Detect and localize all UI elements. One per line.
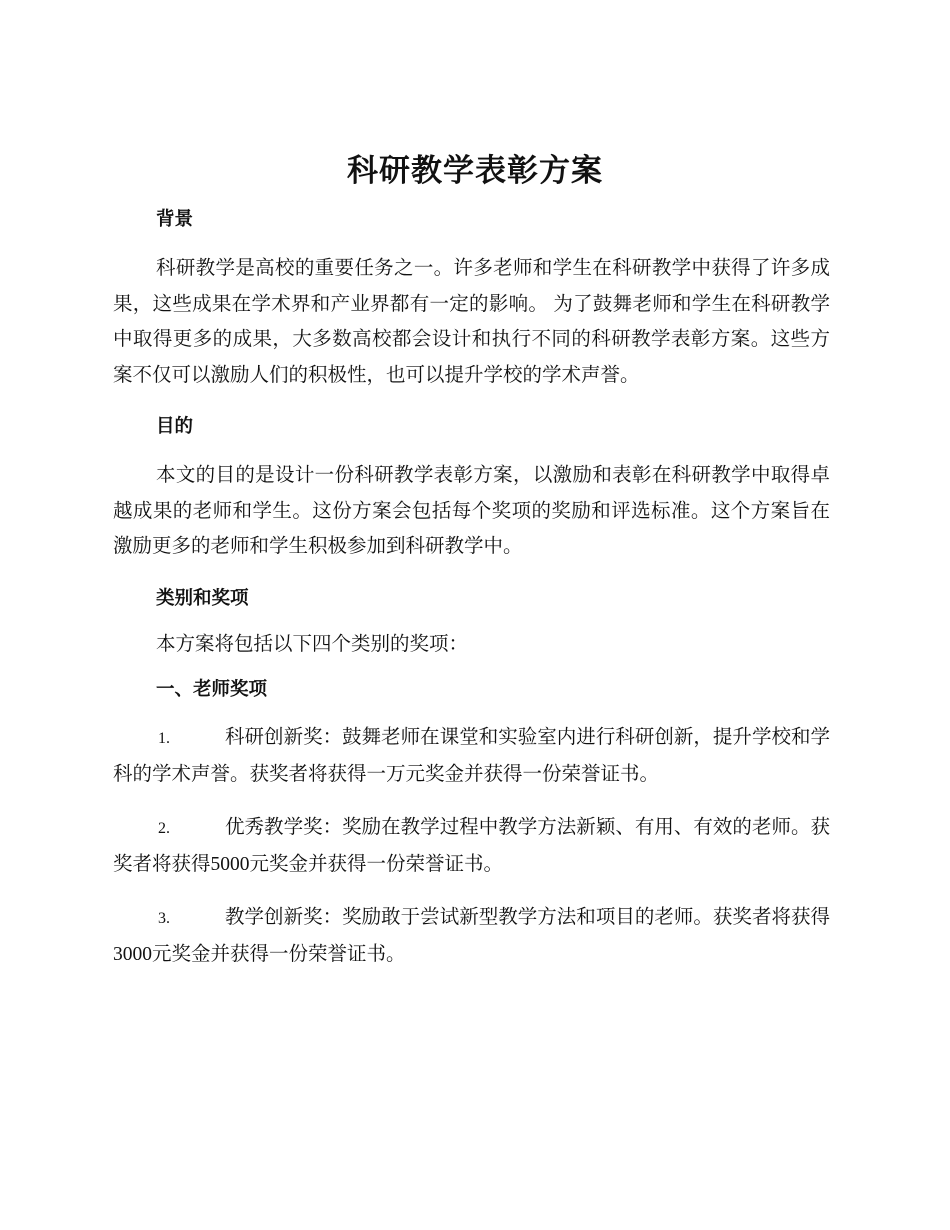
background-paragraph: 科研教学是高校的重要任务之一。许多老师和学生在科研教学中获得了许多成果，这些成果在学术界和产业界都有一定的影响。 为了鼓舞老师和学生在科研教学中取得更多的成果，大多数高校都会设计和执行不同的科研教学表彰方案。这些方案不仅可以激励人们的积极性，也可以提升学校的学术声誉。 — [113, 258, 830, 386]
list-item — [113, 900, 830, 972]
section-heading-categories: 类别和奖项 — [156, 587, 249, 609]
list-item — [113, 720, 830, 792]
document-body — [113, 196, 830, 990]
list-item-number: 3. — [158, 910, 170, 927]
list-item-number: 2. — [158, 820, 170, 837]
document-title: 科研教学表彰方案 — [347, 153, 603, 189]
section-heading-purpose: 目的 — [156, 416, 194, 437]
section-heading-background: 背景 — [156, 209, 194, 230]
list-item-text: 优秀教学奖：奖励在教学过程中教学方法新颖、有用、有效的老师。获奖者将获得5000元奖金并获得一份荣誉证书。 — [113, 817, 830, 875]
list-item-text: 教学创新奖：奖励敢于尝试新型教学方法和项目的老师。获奖者将获得3000元奖金并获得一份荣誉证书。 — [113, 907, 830, 965]
list-item-number: 1. — [158, 730, 170, 747]
list-item — [113, 810, 830, 882]
section-heading-teacher-awards: 一、老师奖项 — [156, 679, 268, 700]
categories-paragraph: 本方案将包括以下四个类别的奖项： — [156, 633, 469, 655]
purpose-paragraph: 本文的目的是设计一份科研教学表彰方案，以激励和表彰在科研教学中取得卓越成果的老师和学生。这份方案会包括每个奖项的奖励和评选标准。这个方案旨在激励更多的老师和学生积极参加到科研教学中。 — [113, 465, 830, 557]
list-item-text: 科研创新奖：鼓舞老师在课堂和实验室内进行科研创新，提升学校和学科的学术声誉。获奖者将获得一万元奖金并获得一份荣誉证书。 — [113, 727, 830, 785]
